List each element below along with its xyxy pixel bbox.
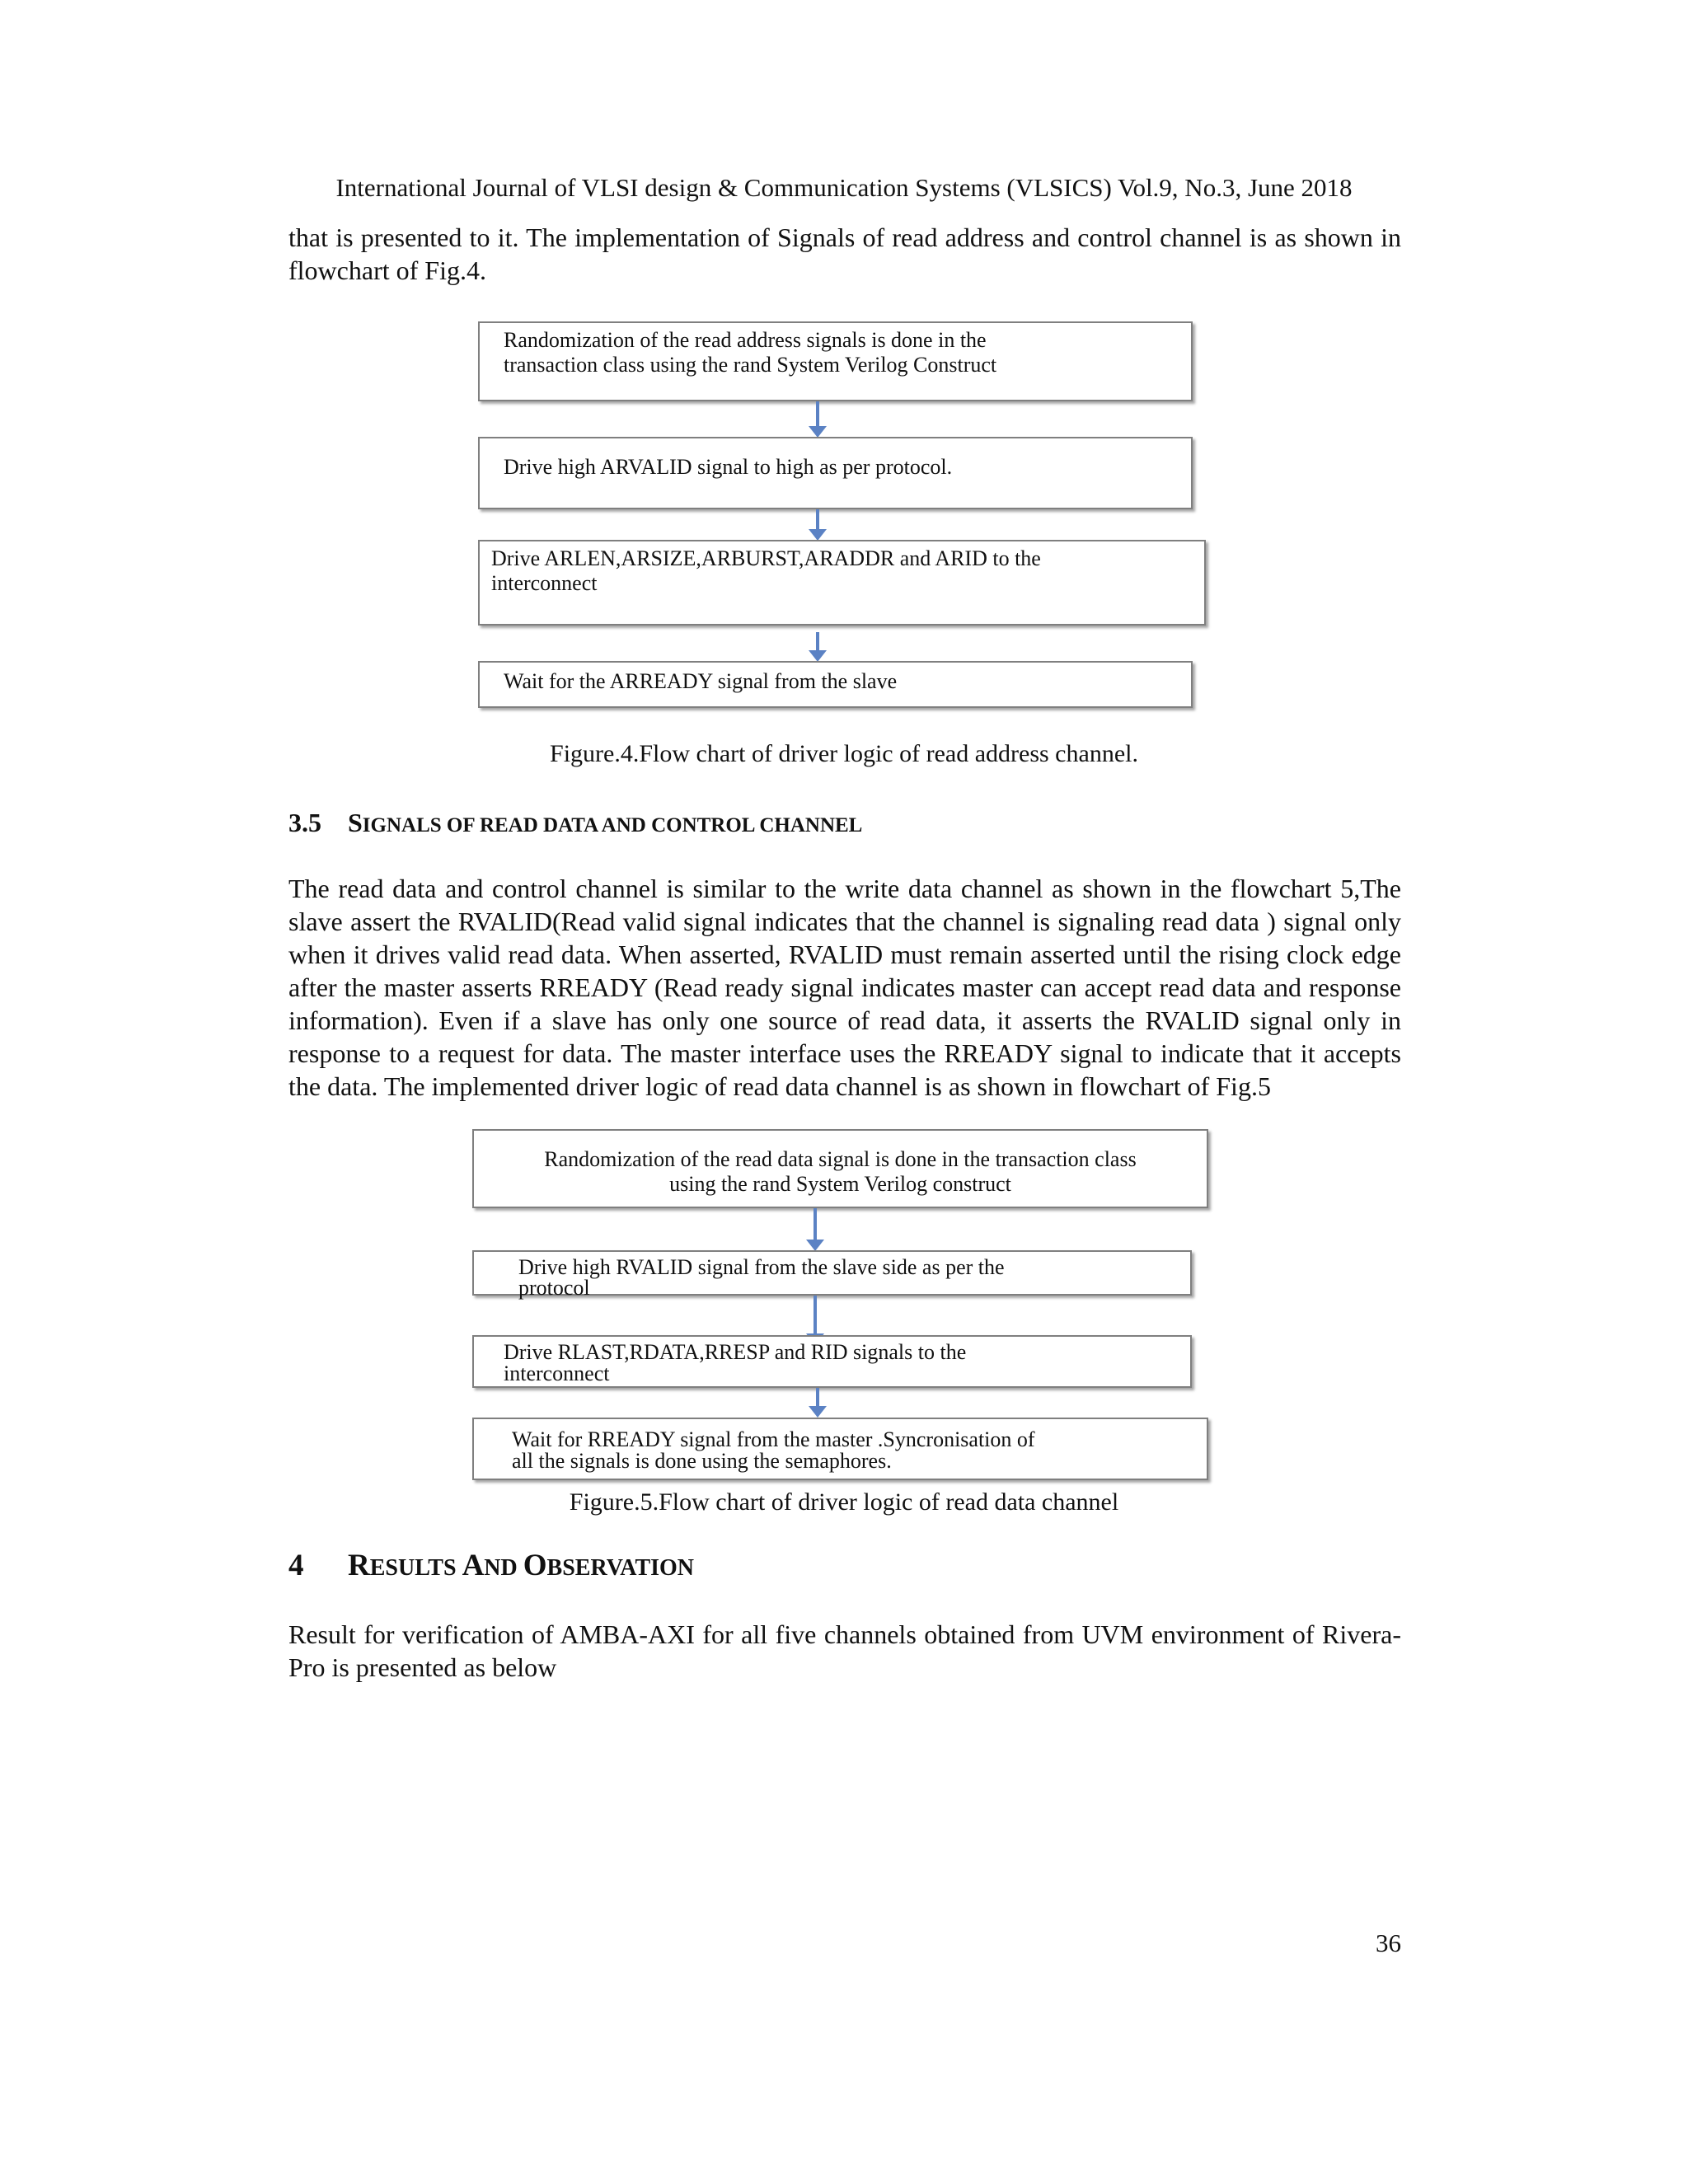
section-3-5-title-rest: IGNALS OF READ DATA AND CONTROL CHANNEL (362, 814, 863, 837)
fig4-box3-line1: Drive ARLEN,ARSIZE,ARBURST,ARADDR and ARID to the (491, 546, 1041, 570)
fig4-arrow-1 (809, 401, 827, 438)
fig4-box1-line1: Randomization of the read address signals is done in the (504, 328, 987, 352)
fig4-arrow-2 (809, 509, 827, 541)
section-4-paragraph: Result for verification of AMBA-AXI for all five channels obtained from UVM environment of Rivera-Pro is presented as below (288, 1619, 1401, 1682)
section-3-5-heading (288, 808, 862, 838)
fig5-box-drive-data-signals (472, 1335, 1192, 1388)
journal-header: International Journal of VLSI design & Communication Systems (VLSICS) Vol.9, No.3, June 2018 (335, 173, 1353, 202)
section-4-heading (288, 1548, 694, 1583)
fig5-box4-line2: all the signals is done using the semaphores. (512, 1449, 892, 1473)
fig4-box-drive-arvalid (478, 437, 1193, 509)
section-4-title-a: A (462, 1549, 485, 1582)
section-3-5-paragraph: The read data and control channel is similar to the write data channel as shown in the flowchart 5,The slave assert the RVALID(Read valid signal indicates that the channel is signaling read data ) signal only when it drives valid read data. When asserted, RVALID must remain asserted until the rising clock edge after the master asserts RREADY (Read ready signal indicates master can accept read data and response information). Even if a slave has only one source of read data, it asserts the RVALID signal only in response to a request for data. The master interface uses the RREADY signal to indicate that it accepts the data. The implemented driver logic of read data channel is as shown in flowchart of Fig.5 (288, 874, 1401, 1101)
fig5-box1-line2: using the rand System Verilog construct (669, 1172, 1011, 1196)
section-4-title-esults: ESULTS (369, 1555, 462, 1581)
fig5-box4-line1: Wait for RREADY signal from the master .Syncronisation of (512, 1427, 1035, 1451)
intro-paragraph: that is presented to it. The implementation of Signals of read address and control channel is as shown in flowchart of Fig.4. (288, 223, 1401, 285)
section-3-5-title-initial: S (348, 808, 363, 837)
fig5-box2-line1: Drive high RVALID signal from the slave side as per the (518, 1255, 1005, 1279)
fig4-arrow-3 (809, 632, 827, 662)
fig5-box-randomization (472, 1129, 1208, 1208)
fig5-box3-line1: Drive RLAST,RDATA,RRESP and RID signals to the (504, 1340, 967, 1364)
figure5-caption: Figure.5.Flow chart of driver logic of read data channel (569, 1488, 1119, 1516)
section-4-number: 4 (288, 1549, 304, 1582)
section-4-title-r: R (348, 1549, 370, 1582)
fig4-box-wait-arready (478, 661, 1193, 708)
fig4-box1-line2: transaction class using the rand System Verilog Construct (504, 353, 997, 377)
section-4-title-nd: ND (484, 1555, 523, 1581)
fig4-box-drive-addr-signals (478, 540, 1206, 626)
section-3-5-number: 3.5 (288, 808, 321, 837)
figure4-caption: Figure.4.Flow chart of driver logic of read address channel. (550, 740, 1138, 767)
section-4-title-bservation: BSERVATION (546, 1555, 695, 1581)
fig5-box1-line1: Randomization of the read data signal is done in the transaction class (544, 1147, 1137, 1171)
section-4-title-o: O (523, 1549, 547, 1582)
fig4-box4-line1: Wait for the ARREADY signal from the slave (504, 669, 898, 693)
fig5-arrow-3 (809, 1388, 827, 1418)
fig5-box2-line2: protocol (518, 1276, 590, 1300)
fig4-box3-line2: interconnect (491, 571, 598, 595)
fig5-box-wait-rready (472, 1418, 1208, 1480)
fig5-box3-line2: interconnect (504, 1361, 610, 1385)
fig5-arrow-1 (806, 1208, 824, 1251)
fig4-box-randomization (478, 321, 1193, 401)
page-number: 36 (1376, 1929, 1401, 1957)
fig4-box2-line1: Drive high ARVALID signal to high as per protocol. (504, 455, 953, 479)
fig5-box-drive-rvalid (472, 1250, 1192, 1300)
